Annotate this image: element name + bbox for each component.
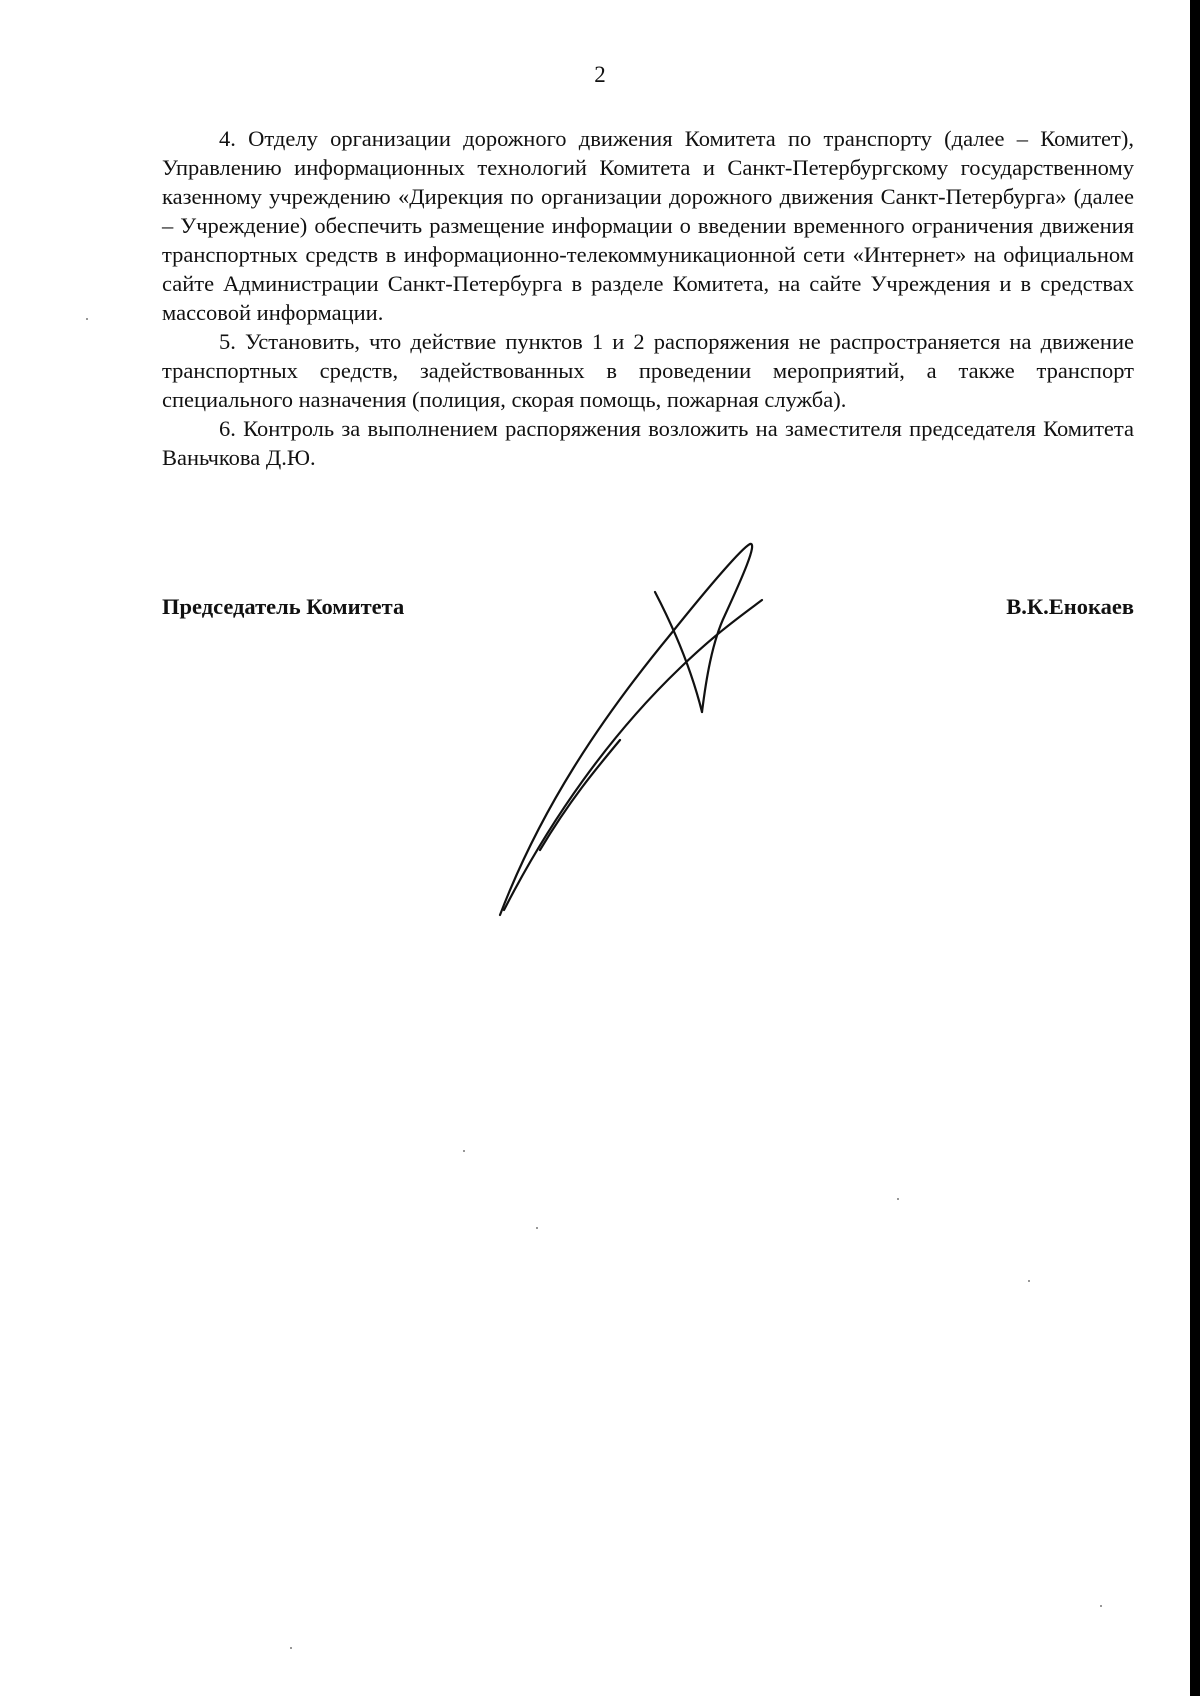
scan-speck [1100, 1605, 1102, 1607]
scan-speck [86, 318, 88, 320]
scan-speck [536, 1227, 538, 1229]
scan-speck [290, 1647, 292, 1649]
paragraph-4: 4. Отделу организации дорожного движения Комитета по транспорту (далее – Комитет), Управлению информационных технологий Комитета и Санкт-Петербургскому государственному казенному учреждению «Дирекция по организации дорожного движения Санкт-Петербурга» (далее – Учреждение) обеспечить размещение информации о введении временного ограничения движения транспортных средств в информационно-телекоммуникационной сети «Интернет» на официальном сайте Администрации Санкт-Петербурга в разделе Комитета, на сайте Учреждения и в средствах массовой информации. [162, 126, 1134, 325]
document-body [162, 124, 1134, 472]
scan-edge-border [1190, 0, 1200, 1696]
signatory-title: Председатель Комитета [162, 594, 405, 619]
paragraph-5: 5. Установить, что действие пунктов 1 и 2 распоряжения не распространяется на движение транспортных средств, задействованных в проведении мероприятий, а также транспорт специального назначения (полиция, скорая помощь, пожарная служба). [162, 329, 1134, 412]
paragraph-6: 6. Контроль за выполнением распоряжения возложить на заместителя председателя Комитета Ваньчкова Д.Ю. [162, 416, 1134, 470]
handwritten-signature [480, 530, 820, 920]
page-number: 2 [594, 62, 606, 87]
scan-speck [1028, 1280, 1030, 1282]
signatory-name: В.К.Енокаев [1006, 594, 1134, 619]
scan-speck [897, 1198, 899, 1200]
scan-speck [463, 1150, 465, 1152]
